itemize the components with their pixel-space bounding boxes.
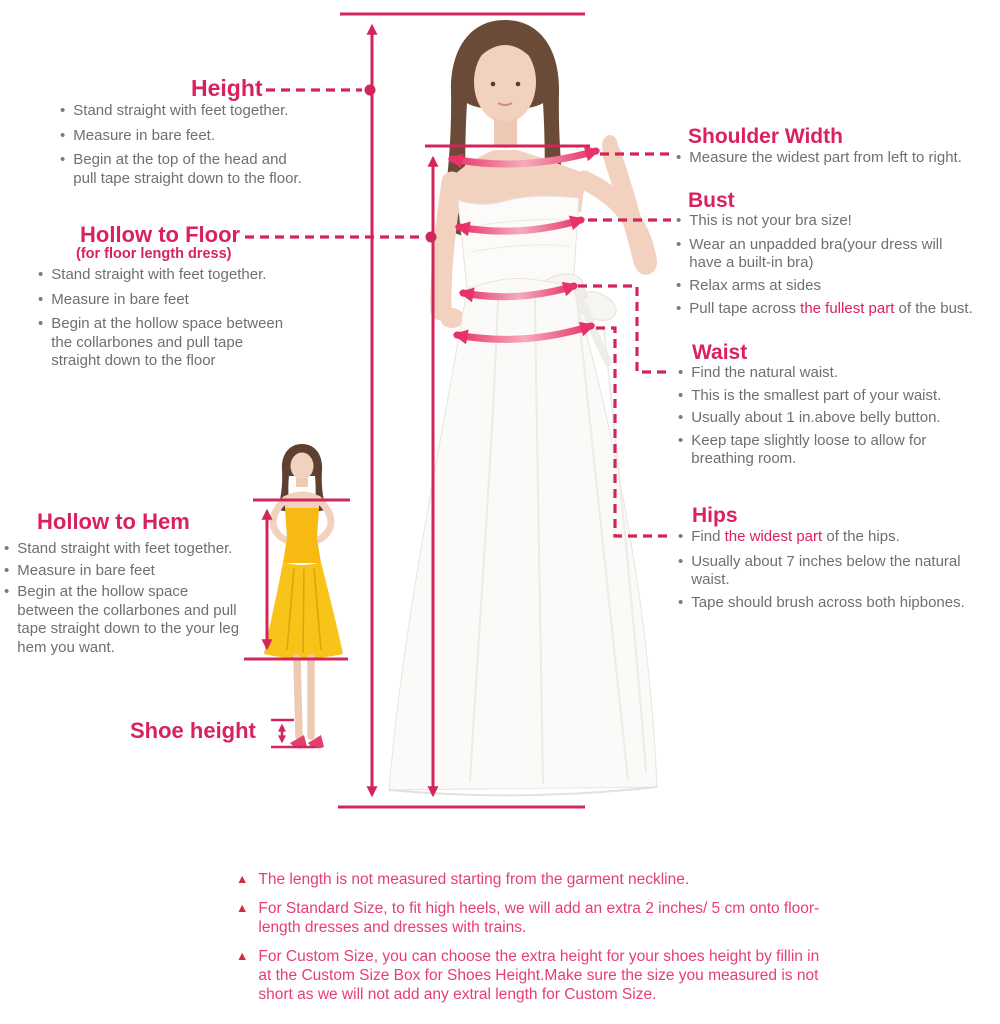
list-item: • Tape should brush across both hipbones. xyxy=(678,593,965,611)
list-item: • Keep tape slightly loose to allow for breathing room. xyxy=(678,431,927,467)
bullet-icon: • xyxy=(38,315,44,332)
bullet-icon: • xyxy=(678,552,684,570)
hips-title: Hips xyxy=(692,504,738,527)
bullet-icon: • xyxy=(676,212,682,229)
list-item: • Measure the widest part from left to right. xyxy=(676,149,962,166)
bullet-icon: • xyxy=(60,151,66,168)
height-dot xyxy=(365,85,376,96)
height-list xyxy=(60,102,312,188)
list-item: • Stand straight with feet together. xyxy=(4,540,233,557)
petite-face xyxy=(291,453,314,480)
shoulder-width-title: Shoulder Width xyxy=(688,125,843,148)
height-title: Height xyxy=(191,75,263,101)
hollow-to-floor-dot xyxy=(426,232,437,243)
petite-dress-bodice xyxy=(283,508,321,563)
bullet-icon: • xyxy=(38,290,44,308)
list-item: • This is the smallest part of your waist. xyxy=(678,386,942,404)
list-item: • Stand straight with feet together. xyxy=(38,266,267,283)
list-item: • Pull tape across the fullest part of the bust. xyxy=(676,300,973,317)
note-item: ▲ For Standard Size, to fit high heels, we will add an extra 2 inches/ 5 cm onto floor-length dresses and dresses with trains. xyxy=(236,900,820,936)
bullet-icon: • xyxy=(678,386,684,404)
hollow-to-floor-title: Hollow to Floor xyxy=(80,222,241,247)
list-item: • Stand straight with feet together. xyxy=(60,102,289,119)
bust-title: Bust xyxy=(688,189,735,212)
bullet-icon: • xyxy=(676,276,682,294)
list-item: • Measure in bare feet xyxy=(4,561,155,579)
model-eye xyxy=(491,82,496,87)
bullet-icon: • xyxy=(678,364,684,381)
list-item: • Begin at the top of the head and pull tape straight down to the floor. xyxy=(60,151,302,187)
bullet-icon: • xyxy=(676,149,682,166)
notes-section xyxy=(236,870,838,1014)
model-photo xyxy=(389,20,657,795)
list-item: • Usually about 1 in.above belly button. xyxy=(678,409,941,426)
warning-triangle-icon: ▲ xyxy=(236,872,249,886)
note-item: ▲ The length is not measured starting from the garment neckline. xyxy=(236,871,690,888)
dress-skirt xyxy=(389,278,657,790)
bullet-icon: • xyxy=(4,561,10,579)
bullet-icon: • xyxy=(60,102,66,119)
list-item: • Usually about 7 inches below the natural waist. xyxy=(678,552,961,588)
list-item: • Measure in bare feet xyxy=(38,290,189,308)
list-item: • Find the natural waist. xyxy=(678,364,839,381)
hips-list xyxy=(678,528,990,612)
waist-title: Waist xyxy=(692,341,748,364)
bullet-icon: • xyxy=(676,300,682,317)
model-left-arm xyxy=(441,182,452,310)
waist-list xyxy=(678,364,988,469)
note-item: ▲ For Custom Size, you can choose the extra height for your shoes height by fillin in at the Custom Size Box for Shoes Height.Make sure the size you measured is not short as we will not add any extral length for Custom Size. xyxy=(236,948,820,1003)
list-item: • Find the widest part of the hips. xyxy=(678,528,900,545)
bullet-icon: • xyxy=(60,126,66,144)
bullet-icon: • xyxy=(676,235,682,253)
bullet-icon: • xyxy=(38,266,44,283)
bullet-icon: • xyxy=(678,431,684,449)
shoulder-width-list xyxy=(676,149,998,168)
list-item: • Relax arms at sides xyxy=(676,276,821,294)
list-item: • Begin at the hollow space between the collarbones and pull tape straight down to the floor xyxy=(38,315,284,369)
list-item: • Begin at the hollow space between the collarbones and pull tape straight down to the your leg hem you want. xyxy=(4,583,240,656)
warning-triangle-icon: ▲ xyxy=(236,949,249,963)
shoe-height-title: Shoe height xyxy=(130,718,256,743)
list-item: • This is not your bra size! xyxy=(676,212,852,229)
bullet-icon: • xyxy=(678,593,684,611)
list-item: • Wear an unpadded bra(your dress will have a built-in bra) xyxy=(676,235,943,271)
hollow-to-hem-list xyxy=(4,540,242,657)
bullet-icon: • xyxy=(4,540,10,557)
bullet-icon: • xyxy=(4,583,10,600)
hollow-to-floor-subtitle: (for floor length dress) xyxy=(76,246,232,262)
bust-list xyxy=(676,212,1000,319)
model-eye xyxy=(516,82,521,87)
petite-model-photo xyxy=(264,444,343,748)
hollow-to-hem-title: Hollow to Hem xyxy=(37,509,190,534)
warning-triangle-icon: ▲ xyxy=(236,901,249,915)
hollow-to-floor-list xyxy=(38,266,290,371)
highlighted-text: the widest part xyxy=(724,528,823,545)
list-item: • Measure in bare feet. xyxy=(60,126,216,144)
bullet-icon: • xyxy=(678,528,684,545)
model-right-arm xyxy=(584,154,648,265)
highlighted-text: the fullest part xyxy=(800,300,895,317)
bullet-icon: • xyxy=(678,409,684,426)
